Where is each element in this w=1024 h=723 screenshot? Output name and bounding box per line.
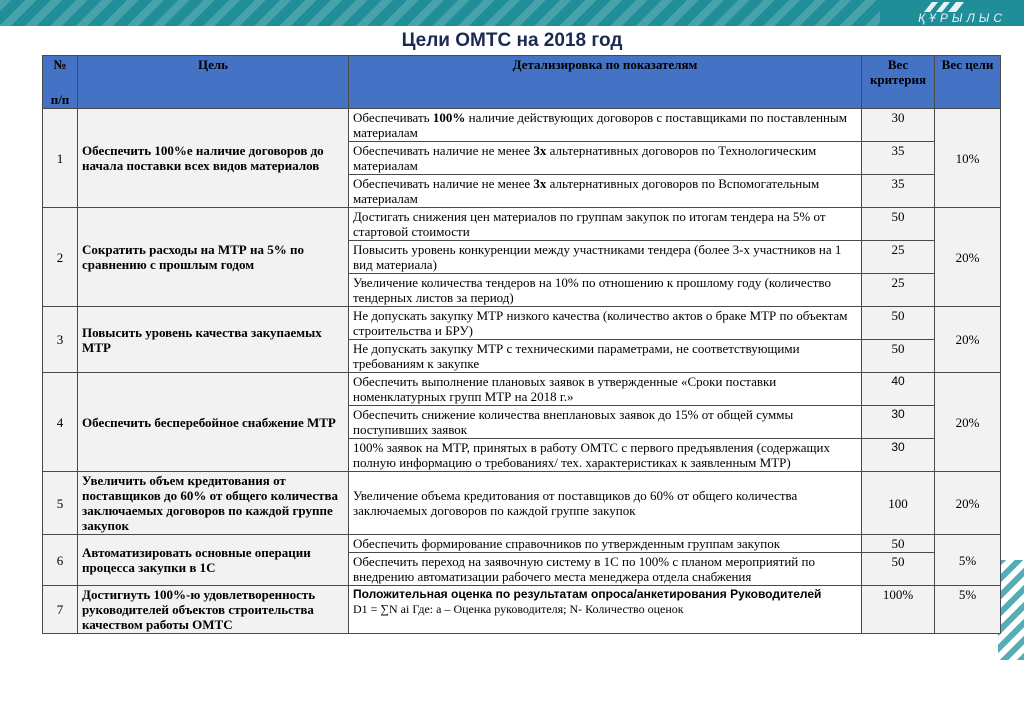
- logo-word: ҚҰРЫЛЫС: [918, 11, 1006, 25]
- detail-cell: Не допускать закупку МТР с техническими параметрами, не соответствующими требованиям к закупке: [349, 340, 862, 373]
- header-detail: Детализировка по показателям: [349, 56, 862, 109]
- criterion-weight: 50: [862, 340, 935, 373]
- detail-cell: Обеспечить переход на заявочную систему в 1С по 100% с планом мероприятий по внедрению автоматизации рабочего места менеджера отдела снабжения: [349, 553, 862, 586]
- detail-cell: Обеспечивать наличие не менее 3х альтернативных договоров по Технологическим материалам: [349, 142, 862, 175]
- table-row: [43, 535, 1001, 553]
- criterion-weight: 100: [862, 472, 935, 535]
- goal-weight: 10%: [935, 109, 1001, 208]
- goal-cell: Повысить уровень качества закупаемых МТР: [78, 307, 349, 373]
- criterion-weight: 35: [862, 142, 935, 175]
- row-number: 7: [43, 586, 78, 634]
- company-logo: [878, 2, 1006, 30]
- goal-weight: 5%: [935, 535, 1001, 586]
- criterion-weight: 50: [862, 553, 935, 586]
- header-pattern: [0, 0, 880, 26]
- detail-cell: 100% заявок на МТР, принятых в работу ОМТС с первого предъявления (содержащих полную информацию о требованиях/ тех. характеристиках к заявленным МТР): [349, 439, 862, 472]
- detail-cell: Достигать снижения цен материалов по группам закупок по итогам тендера на 5% от стартовой стоимости: [349, 208, 862, 241]
- detail-cell: Обеспечить снижение количества внеплановых заявок до 15% от общей суммы поступивших заявок: [349, 406, 862, 439]
- row-number: 2: [43, 208, 78, 307]
- goal-cell: Сократить расходы на МТР на 5% по сравнению с прошлым годом: [78, 208, 349, 307]
- goal-cell: Достигнуть 100%-ю удовлетворенность руководителей объектов строительства качеством работы ОМТС: [78, 586, 349, 634]
- criterion-weight: 30: [862, 109, 935, 142]
- row-number: 1: [43, 109, 78, 208]
- detail-cell: Обеспечивать наличие не менее 3х альтернативных договоров по Вспомогательным материалам: [349, 175, 862, 208]
- detail-cell: Обеспечить выполнение плановых заявок в утвержденные «Сроки поставки номенклатурных групп МТР на 2018 г.»: [349, 373, 862, 406]
- header-goal-weight: Вес цели: [935, 56, 1001, 109]
- row-number: 5: [43, 472, 78, 535]
- goal-cell: Обеспечить бесперебойное снабжение МТР: [78, 373, 349, 472]
- header-number-bottom: п/п: [50, 92, 70, 107]
- detail-cell: Обеспечить формирование справочников по утвержденным группам закупок: [349, 535, 862, 553]
- header-band: [0, 0, 1024, 26]
- goal-weight: 20%: [935, 373, 1001, 472]
- goal-weight: 20%: [935, 472, 1001, 535]
- criterion-weight: 100%: [862, 586, 935, 634]
- criterion-weight: 50: [862, 307, 935, 340]
- header-number: [43, 56, 78, 109]
- goal-weight: 20%: [935, 208, 1001, 307]
- header-number-top: №: [53, 57, 67, 72]
- goal-weight: 20%: [935, 307, 1001, 373]
- goal-weight: 5%: [935, 586, 1001, 634]
- criterion-weight: 30: [862, 439, 935, 472]
- criterion-weight: 30: [862, 406, 935, 439]
- table-row: [43, 472, 1001, 535]
- survey-text: Положительная оценка по результатам опроса/анкетирования Руководителей: [353, 587, 822, 601]
- goal-cell: Обеспечить 100%е наличие договоров до начала поставки всех видов материалов: [78, 109, 349, 208]
- row-number: 3: [43, 307, 78, 373]
- detail-cell: Обеспечивать 100% наличие действующих договоров с поставщиками по поставленным материалам: [349, 109, 862, 142]
- detail-cell: [349, 586, 862, 634]
- row-number: 4: [43, 373, 78, 472]
- goal-cell: Автоматизировать основные операции процесса закупки в 1С: [78, 535, 349, 586]
- criterion-weight: 40: [862, 373, 935, 406]
- row-number: 6: [43, 535, 78, 586]
- table-row: [43, 109, 1001, 142]
- goals-table: [42, 55, 1001, 634]
- criterion-weight: 25: [862, 241, 935, 274]
- table-row: [43, 586, 1001, 634]
- detail-cell: Не допускать закупку МТР низкого качества (количество актов о браке МТР по объектам строительства и БРУ): [349, 307, 862, 340]
- table-row: [43, 208, 1001, 241]
- criterion-weight: 35: [862, 175, 935, 208]
- detail-cell: Повысить уровень конкуренции между участниками тендера (более 3-х участников на 1 вид материала): [349, 241, 862, 274]
- detail-cell: Увеличение количества тендеров на 10% по отношению к прошлому году (количество тендерных листов за период): [349, 274, 862, 307]
- criterion-weight: 25: [862, 274, 935, 307]
- side-decoration: [998, 560, 1024, 660]
- goal-cell: Увеличить объем кредитования от поставщиков до 60% от общего количества заключаемых договоров по каждой группе закупок: [78, 472, 349, 535]
- table-row: [43, 307, 1001, 340]
- detail-cell: Увеличение объема кредитования от поставщиков до 60% от общего количества заключаемых договоров по каждой группе закупок: [349, 472, 862, 535]
- criterion-weight: 50: [862, 535, 935, 553]
- header-criterion-weight: Вес критерия: [862, 56, 935, 109]
- page-title: Цели ОМТС на 2018 год: [401, 30, 623, 51]
- header-goal: Цель: [78, 56, 349, 109]
- table-row: [43, 373, 1001, 406]
- criterion-weight: 50: [862, 208, 935, 241]
- table-header-row: [43, 56, 1001, 109]
- formula-text: D1 = ∑N ai Где: a – Оценка руководителя; N- Количество оценок: [353, 602, 684, 616]
